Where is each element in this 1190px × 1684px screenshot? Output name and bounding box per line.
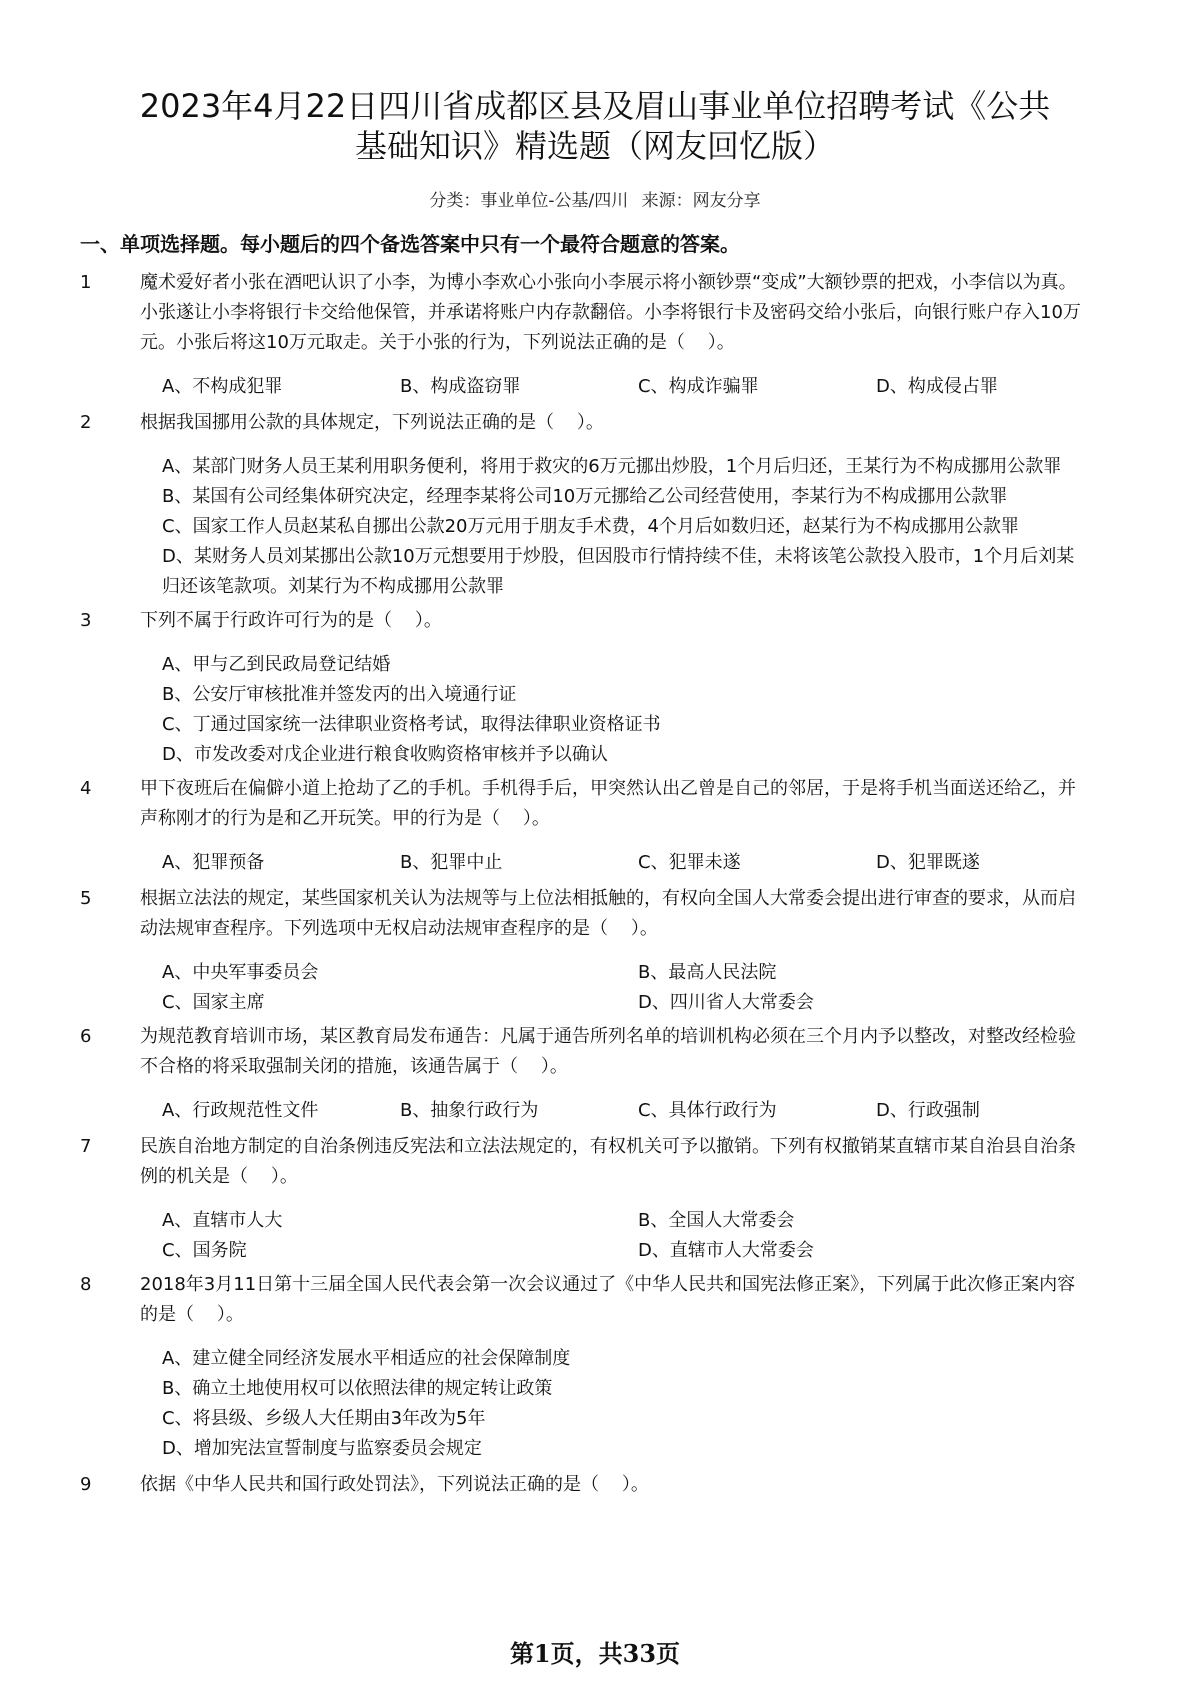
answer-option: D、增加宪法宣誓制度与监察委员会规定 (162, 1438, 482, 1459)
question-text: 依据《中华人民共和国行政处罚法》，下列说法正确的是（ ）。 (140, 1474, 649, 1495)
question-item (80, 1132, 1090, 1266)
question-item (80, 884, 1090, 1018)
question-number: 2 (80, 412, 92, 433)
answer-options (162, 958, 1090, 1018)
answer-option: D、直辖市人大常委会 (638, 1240, 814, 1261)
answer-option: D、构成侵占罪 (876, 376, 998, 397)
question-item (80, 606, 1090, 770)
question-item (80, 1022, 1090, 1126)
title-line-2: 基础知识》精选题（网友回忆版） (354, 127, 835, 165)
question-text: 下列不属于行政许可行为的是（ ）。 (140, 610, 442, 631)
question-number: 9 (80, 1474, 92, 1495)
question-number: 1 (80, 272, 92, 293)
answer-option: C、犯罪未遂 (638, 852, 741, 873)
page-footer: 第1页，共33页 (509, 1639, 681, 1668)
answer-option: D、四川省人大常委会 (638, 992, 814, 1013)
answer-option: B、犯罪中止 (400, 852, 503, 873)
question-text: 根据我国挪用公款的具体规定，下列说法正确的是（ ）。 (140, 412, 604, 433)
question-number: 6 (80, 1026, 92, 1047)
answer-option: D、某财务人员刘某挪出公款10万元想要用于炒股，但因股市行情持续不佳，未将该笔公款投入股市，1个月后刘某归还该笔款项。刘某行为不构成挪用公款罪 (162, 546, 1075, 597)
source-label: 来源：网友分享 (641, 191, 761, 211)
answer-option: A、某部门财务人员王某利用职务便利，将用于救灾的6万元挪出炒股，1个月后归还，王某行为不构成挪用公款罪 (162, 456, 1062, 477)
question-item (80, 1270, 1090, 1464)
question-item (80, 1470, 1090, 1500)
answer-option: D、市发改委对戊企业进行粮食收购资格审核并予以确认 (162, 744, 608, 765)
answer-option: B、全国人大常委会 (638, 1210, 795, 1231)
document-meta (0, 186, 1190, 211)
document-title (60, 86, 1130, 166)
answer-option: C、丁通过国家统一法律职业资格考试，取得法律职业资格证书 (162, 714, 661, 735)
answer-option: C、将县级、乡级人大任期由3年改为5年 (162, 1408, 486, 1429)
answer-options (162, 1344, 1090, 1464)
question-number: 3 (80, 610, 92, 631)
category-label: 分类：事业单位-公基/四川 (429, 191, 629, 211)
answer-option: B、确立土地使用权可以依照法律的规定转让政策 (162, 1378, 553, 1399)
answer-option: A、行政规范性文件 (162, 1100, 319, 1121)
answer-option: A、甲与乙到民政局登记结婚 (162, 654, 391, 675)
question-item (80, 268, 1090, 402)
answer-option: C、国家主席 (162, 992, 265, 1013)
answer-option: D、行政强制 (876, 1100, 980, 1121)
answer-options (162, 650, 1090, 770)
question-number: 5 (80, 888, 92, 909)
answer-option: B、某国有公司经集体研究决定，经理李某将公司10万元挪给乙公司经营使用，李某行为不构成挪用公款罪 (162, 486, 1008, 507)
question-list (80, 264, 1090, 1500)
answer-options (162, 1096, 1090, 1126)
answer-option: A、直辖市人大 (162, 1210, 283, 1231)
question-item (80, 408, 1090, 602)
question-text: 民族自治地方制定的自治条例违反宪法和立法法规定的，有权机关可予以撤销。下列有权撤销某直辖市某自治县自治条例的机关是（ ）。 (140, 1136, 1076, 1187)
section-heading: 一、单项选择题。每小题后的四个备选答案中只有一个最符合题意的答案。 (80, 232, 740, 256)
question-text: 甲下夜班后在偏僻小道上抢劫了乙的手机。手机得手后，甲突然认出乙曾是自己的邻居，于是将手机当面送还给乙，并声称刚才的行为是和乙开玩笑。甲的行为是（ ）。 (140, 778, 1076, 829)
question-number: 8 (80, 1274, 92, 1295)
answer-options (162, 848, 1090, 878)
answer-options (162, 1206, 1090, 1266)
question-number: 4 (80, 778, 92, 799)
answer-option: C、构成诈骗罪 (638, 376, 759, 397)
answer-options (162, 452, 1090, 602)
answer-option: D、犯罪既遂 (876, 852, 980, 873)
question-text: 2018年3月11日第十三届全国人民代表会第一次会议通过了《中华人民共和国宪法修正案》，下列属于此次修正案内容的是（ ）。 (140, 1274, 1076, 1325)
answer-option: A、建立健全同经济发展水平相适应的社会保障制度 (162, 1348, 571, 1369)
answer-option: B、抽象行政行为 (400, 1100, 539, 1121)
question-text: 为规范教育培训市场，某区教育局发布通告：凡属于通告所列名单的培训机构必须在三个月内予以整改，对整改经检验不合格的将采取强制关闭的措施，该通告属于（ ）。 (140, 1026, 1076, 1077)
answer-options (162, 372, 1090, 402)
answer-option: B、公安厅审核批准并签发丙的出入境通行证 (162, 684, 517, 705)
answer-option: C、国家工作人员赵某私自挪出公款20万元用于朋友手术费，4个月后如数归还，赵某行为不构成挪用公款罪 (162, 516, 1019, 537)
answer-option: A、犯罪预备 (162, 852, 265, 873)
answer-option: C、具体行政行为 (638, 1100, 777, 1121)
answer-option: A、中央军事委员会 (162, 962, 319, 983)
answer-option: A、不构成犯罪 (162, 376, 283, 397)
title-line-1: 2023年4月22日四川省成都区县及眉山事业单位招聘考试《公共 (139, 87, 1051, 125)
answer-option: C、国务院 (162, 1240, 247, 1261)
question-number: 7 (80, 1136, 92, 1157)
question-text: 根据立法法的规定，某些国家机关认为法规等与上位法相抵触的，有权向全国人大常委会提出进行审查的要求，从而启动法规审查程序。下列选项中无权启动法规审查程序的是（ ）。 (140, 888, 1076, 939)
question-text: 魔术爱好者小张在酒吧认识了小李，为博小李欢心小张向小李展示将小额钞票“变成”大额钞票的把戏，小李信以为真。小张遂让小李将银行卡交给他保管，并承诺将账户内存款翻倍。小李将银行卡及密码交给小张后，向银行账户存入10万元。小张后将这10万元取走。关于小张的行为，下列说法正确的是（ ）。 (140, 272, 1081, 353)
answer-option: B、构成盗窃罪 (400, 376, 521, 397)
answer-option: B、最高人民法院 (638, 962, 777, 983)
question-item (80, 774, 1090, 878)
